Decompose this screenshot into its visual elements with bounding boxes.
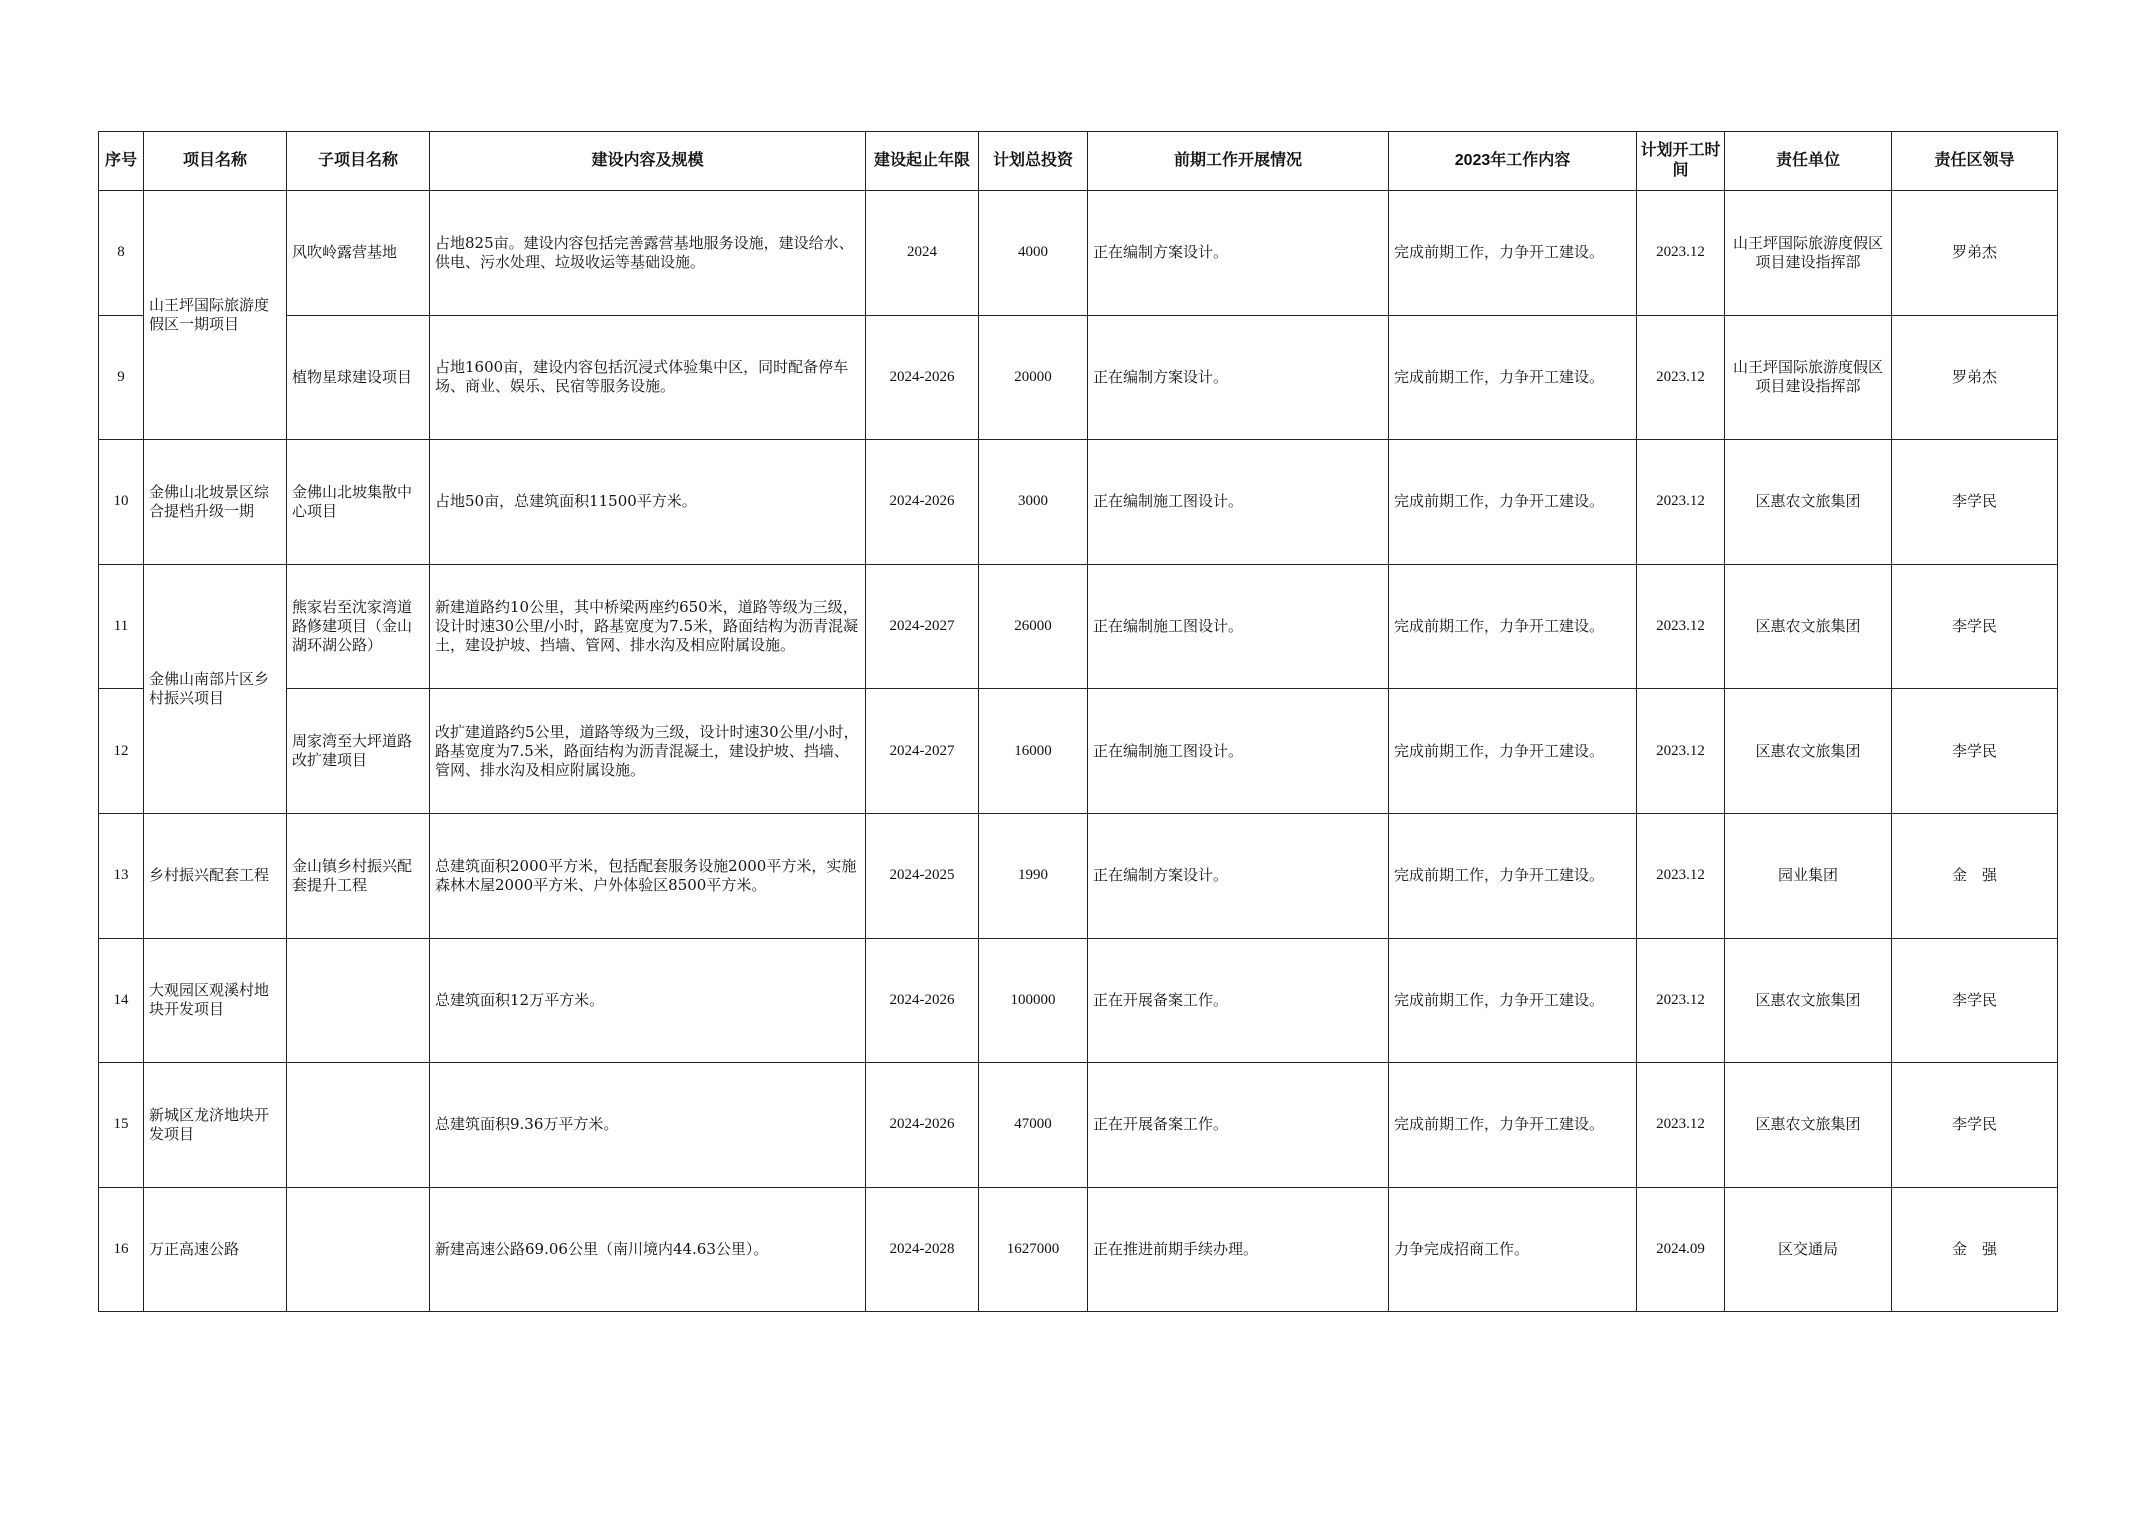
work-2023: 力争完成招商工作。 <box>1389 1187 1637 1312</box>
project-name: 乡村振兴配套工程 <box>144 813 287 938</box>
construction-years: 2024-2026 <box>866 1063 979 1188</box>
table-row <box>99 813 2058 938</box>
total-investment: 1627000 <box>979 1187 1088 1312</box>
responsible-leader: 罗弟杰 <box>1892 191 2058 316</box>
row-number: 11 <box>99 564 144 689</box>
preliminary-progress: 正在编制施工图设计。 <box>1088 689 1389 814</box>
project-name: 山王坪国际旅游度假区一期项目 <box>144 191 287 440</box>
construction-years: 2024-2026 <box>866 315 979 440</box>
project-name: 大观园区观溪村地块开发项目 <box>144 938 287 1063</box>
construction-years: 2024-2026 <box>866 440 979 565</box>
construction-content: 占地825亩。建设内容包括完善露营基地服务设施，建设给水、供电、污水处理、垃圾收运等基础设施。 <box>430 191 866 316</box>
header-row <box>99 132 2058 191</box>
total-investment: 16000 <box>979 689 1088 814</box>
header-cell: 序号 <box>99 132 144 191</box>
work-2023: 完成前期工作，力争开工建设。 <box>1389 564 1637 689</box>
sub-project-name: 金山镇乡村振兴配套提升工程 <box>287 813 430 938</box>
sub-project-name: 风吹岭露营基地 <box>287 191 430 316</box>
work-2023: 完成前期工作，力争开工建设。 <box>1389 315 1637 440</box>
row-number: 9 <box>99 315 144 440</box>
project-name: 万正高速公路 <box>144 1187 287 1312</box>
total-investment: 3000 <box>979 440 1088 565</box>
responsible-leader: 李学民 <box>1892 689 2058 814</box>
header-cell: 计划开工时间 <box>1637 132 1725 191</box>
planned-start: 2023.12 <box>1637 440 1725 565</box>
construction-years: 2024-2025 <box>866 813 979 938</box>
row-number: 15 <box>99 1063 144 1188</box>
construction-years: 2024-2026 <box>866 938 979 1063</box>
preliminary-progress: 正在编制施工图设计。 <box>1088 440 1389 565</box>
construction-content: 新建高速公路69.06公里（南川境内44.63公里）。 <box>430 1187 866 1312</box>
planned-start: 2023.12 <box>1637 1063 1725 1188</box>
header-cell: 建设起止年限 <box>866 132 979 191</box>
row-number: 14 <box>99 938 144 1063</box>
construction-content: 总建筑面积9.36万平方米。 <box>430 1063 866 1188</box>
responsible-leader: 李学民 <box>1892 1063 2058 1188</box>
row-number: 13 <box>99 813 144 938</box>
planned-start: 2023.12 <box>1637 191 1725 316</box>
work-2023: 完成前期工作，力争开工建设。 <box>1389 689 1637 814</box>
responsible-unit: 区惠农文旅集团 <box>1725 564 1892 689</box>
sub-project-name <box>287 1187 430 1312</box>
work-2023: 完成前期工作，力争开工建设。 <box>1389 191 1637 316</box>
table-row <box>99 315 2058 440</box>
responsible-unit: 区惠农文旅集团 <box>1725 689 1892 814</box>
sub-project-name <box>287 938 430 1063</box>
table-row <box>99 689 2058 814</box>
table-row <box>99 1187 2058 1312</box>
construction-content: 占地50亩，总建筑面积11500平方米。 <box>430 440 866 565</box>
header-cell: 项目名称 <box>144 132 287 191</box>
table-row <box>99 564 2058 689</box>
construction-content: 总建筑面积2000平方米，包括配套服务设施2000平方米，实施森林木屋2000平方米、户外体验区8500平方米。 <box>430 813 866 938</box>
work-2023: 完成前期工作，力争开工建设。 <box>1389 813 1637 938</box>
preliminary-progress: 正在开展备案工作。 <box>1088 938 1389 1063</box>
project-name: 新城区龙济地块开发项目 <box>144 1063 287 1188</box>
table-row <box>99 440 2058 565</box>
total-investment: 4000 <box>979 191 1088 316</box>
project-name: 金佛山南部片区乡村振兴项目 <box>144 564 287 813</box>
header-cell: 责任区领导 <box>1892 132 2058 191</box>
row-number: 16 <box>99 1187 144 1312</box>
construction-content: 新建道路约10公里，其中桥梁两座约650米，道路等级为三级，设计时速30公里/小时，路基宽度为7.5米，路面结构为沥青混凝土，建设护坡、挡墙、管网、排水沟及相应附属设施。 <box>430 564 866 689</box>
responsible-unit: 区交通局 <box>1725 1187 1892 1312</box>
responsible-leader: 李学民 <box>1892 564 2058 689</box>
responsible-leader: 李学民 <box>1892 938 2058 1063</box>
preliminary-progress: 正在编制方案设计。 <box>1088 315 1389 440</box>
responsible-unit: 山王坪国际旅游度假区项目建设指挥部 <box>1725 191 1892 316</box>
header-cell: 子项目名称 <box>287 132 430 191</box>
total-investment: 47000 <box>979 1063 1088 1188</box>
responsible-unit: 区惠农文旅集团 <box>1725 440 1892 565</box>
sub-project-name: 周家湾至大坪道路改扩建项目 <box>287 689 430 814</box>
table-row <box>99 191 2058 316</box>
planned-start: 2023.12 <box>1637 689 1725 814</box>
table-row <box>99 938 2058 1063</box>
sub-project-name <box>287 1063 430 1188</box>
preliminary-progress: 正在推进前期手续办理。 <box>1088 1187 1389 1312</box>
construction-years: 2024-2027 <box>866 689 979 814</box>
preliminary-progress: 正在编制方案设计。 <box>1088 191 1389 316</box>
preliminary-progress: 正在编制方案设计。 <box>1088 813 1389 938</box>
row-number: 8 <box>99 191 144 316</box>
sub-project-name: 金佛山北坡集散中心项目 <box>287 440 430 565</box>
construction-content: 改扩建道路约5公里，道路等级为三级，设计时速30公里/小时，路基宽度为7.5米，路面结构为沥青混凝土，建设护坡、挡墙、管网、排水沟及相应附属设施。 <box>430 689 866 814</box>
row-number: 10 <box>99 440 144 565</box>
responsible-unit: 园业集团 <box>1725 813 1892 938</box>
header-cell: 2023年工作内容 <box>1389 132 1637 191</box>
total-investment: 20000 <box>979 315 1088 440</box>
header-cell: 前期工作开展情况 <box>1088 132 1389 191</box>
work-2023: 完成前期工作，力争开工建设。 <box>1389 440 1637 565</box>
responsible-unit: 山王坪国际旅游度假区项目建设指挥部 <box>1725 315 1892 440</box>
construction-years: 2024 <box>866 191 979 316</box>
planned-start: 2023.12 <box>1637 315 1725 440</box>
sub-project-name: 熊家岩至沈家湾道路修建项目（金山湖环湖公路） <box>287 564 430 689</box>
work-2023: 完成前期工作，力争开工建设。 <box>1389 1063 1637 1188</box>
construction-content: 占地1600亩，建设内容包括沉浸式体验集中区，同时配备停车场、商业、娱乐、民宿等服务设施。 <box>430 315 866 440</box>
preliminary-progress: 正在开展备案工作。 <box>1088 1063 1389 1188</box>
responsible-leader: 李学民 <box>1892 440 2058 565</box>
planned-start: 2024.09 <box>1637 1187 1725 1312</box>
responsible-leader: 金 强 <box>1892 813 2058 938</box>
project-name: 金佛山北坡景区综合提档升级一期 <box>144 440 287 565</box>
header-cell: 计划总投资 <box>979 132 1088 191</box>
construction-years: 2024-2027 <box>866 564 979 689</box>
total-investment: 1990 <box>979 813 1088 938</box>
responsible-unit: 区惠农文旅集团 <box>1725 938 1892 1063</box>
header-cell: 建设内容及规模 <box>430 132 866 191</box>
work-2023: 完成前期工作，力争开工建设。 <box>1389 938 1637 1063</box>
row-number: 12 <box>99 689 144 814</box>
responsible-unit: 区惠农文旅集团 <box>1725 1063 1892 1188</box>
responsible-leader: 罗弟杰 <box>1892 315 2058 440</box>
total-investment: 100000 <box>979 938 1088 1063</box>
planned-start: 2023.12 <box>1637 564 1725 689</box>
responsible-leader: 金 强 <box>1892 1187 2058 1312</box>
planned-start: 2023.12 <box>1637 938 1725 1063</box>
project-table <box>98 131 2058 1312</box>
table-row <box>99 1063 2058 1188</box>
construction-content: 总建筑面积12万平方米。 <box>430 938 866 1063</box>
sub-project-name: 植物星球建设项目 <box>287 315 430 440</box>
header-cell: 责任单位 <box>1725 132 1892 191</box>
construction-years: 2024-2028 <box>866 1187 979 1312</box>
preliminary-progress: 正在编制施工图设计。 <box>1088 564 1389 689</box>
total-investment: 26000 <box>979 564 1088 689</box>
planned-start: 2023.12 <box>1637 813 1725 938</box>
